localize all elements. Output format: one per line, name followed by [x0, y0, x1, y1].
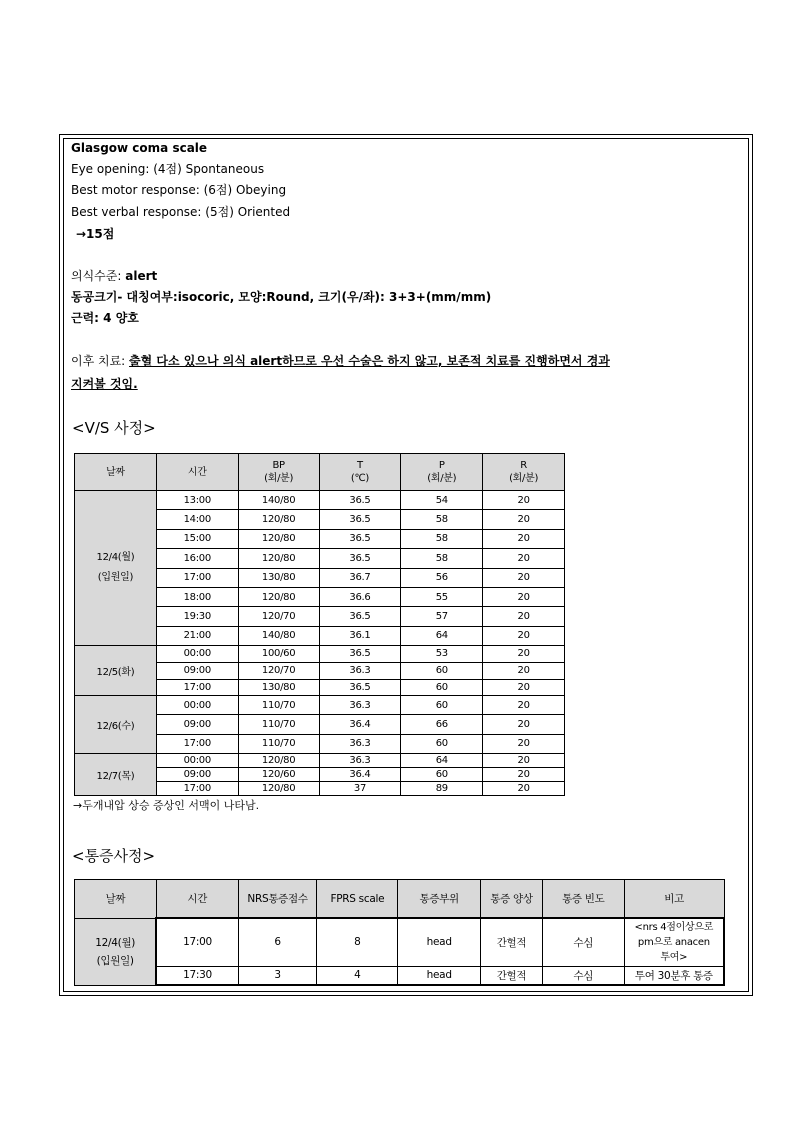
vs-time: 00:00: [156, 696, 238, 715]
vs-bp: 130/80: [238, 679, 319, 696]
vs-temp: 36.5: [319, 607, 401, 626]
vs-pulse: 58: [401, 529, 483, 548]
vs-bp: 110/70: [238, 715, 319, 734]
vs-temp: 36.4: [319, 715, 401, 734]
vs-resp: 20: [483, 768, 565, 782]
vs-resp: 20: [483, 782, 565, 796]
vs-pulse: 56: [401, 568, 483, 587]
vs-temp: 36.3: [319, 754, 401, 768]
vs-temp: 36.5: [319, 679, 401, 696]
vs-temp: 36.5: [319, 510, 401, 529]
pain-nrs: 3: [238, 966, 317, 985]
vs-resp: 20: [483, 529, 565, 548]
pain-fprs: 4: [317, 966, 398, 985]
vs-bp: 130/80: [238, 568, 319, 587]
vs-bp: 110/70: [238, 734, 319, 753]
vs-pulse: 60: [401, 696, 483, 715]
vs-temp: 36.5: [319, 646, 401, 663]
consciousness-value: alert: [125, 269, 158, 283]
pain-fprs: 8: [317, 918, 398, 966]
vs-time: 09:00: [156, 768, 238, 782]
vs-pulse: 55: [401, 587, 483, 606]
vs-time: 00:00: [156, 646, 238, 663]
gcs-title: Glasgow coma scale: [71, 141, 208, 155]
pain-header-date: 날짜: [75, 880, 157, 919]
pain-assessment-table: [74, 879, 725, 986]
vs-time: 17:00: [156, 568, 238, 587]
vs-resp: 20: [483, 754, 565, 768]
vs-pulse: 60: [401, 768, 483, 782]
vs-table-body: [75, 491, 565, 796]
table-row: [75, 491, 565, 510]
vs-date-cell: 12/7(목): [75, 754, 157, 796]
vs-bp: 120/80: [238, 510, 319, 529]
treatment-label: 이후 치료:: [71, 354, 130, 368]
pain-header-fprs: FPRS scale: [317, 880, 398, 919]
vs-time: 16:00: [156, 549, 238, 568]
vs-resp: 20: [483, 587, 565, 606]
vs-temp: 36.1: [319, 626, 401, 645]
gcs-eye-opening: Eye opening: (4점) Spontaneous: [71, 162, 265, 176]
vs-resp: 20: [483, 646, 565, 663]
pain-frequency: 수심: [542, 966, 624, 985]
pain-header-frequency: 통증 빈도: [542, 880, 624, 919]
pupil-assessment: 동공크기- 대칭여부:isocoric, 모양:Round, 크기(우/좌): 3+3+(mm/mm): [71, 290, 492, 304]
pain-heading: <통증사정>: [72, 847, 156, 865]
vs-temp: 36.4: [319, 768, 401, 782]
vs-header-bp: BP (회/분): [238, 454, 319, 491]
vs-temp: 36.3: [319, 662, 401, 679]
vs-resp: 20: [483, 568, 565, 587]
vs-bp: 120/80: [238, 782, 319, 796]
pain-header-pattern: 통증 양상: [481, 880, 543, 919]
vs-bp: 110/70: [238, 696, 319, 715]
vital-signs-table: [74, 453, 565, 796]
vs-time: 09:00: [156, 715, 238, 734]
pain-time: 17:00: [156, 918, 238, 966]
table-row: [75, 646, 565, 663]
vs-time: 00:00: [156, 754, 238, 768]
vs-resp: 20: [483, 491, 565, 510]
vs-time: 17:00: [156, 679, 238, 696]
pain-date-cell: 12/4(월) (입원일): [75, 918, 157, 985]
pain-note: <nrs 4점이상으로 pm으로 anacen 투여>: [624, 918, 724, 966]
pain-header-site: 통증부위: [398, 880, 481, 919]
vs-pulse: 54: [401, 491, 483, 510]
vs-bp: 140/80: [238, 491, 319, 510]
vs-resp: 20: [483, 715, 565, 734]
pain-site: head: [398, 966, 481, 985]
vs-date-cell: 12/6(수): [75, 696, 157, 754]
vs-date-cell: 12/4(월) (입원일): [75, 491, 157, 646]
vs-header-date: 날짜: [75, 454, 157, 491]
vs-bp: 120/80: [238, 549, 319, 568]
vs-bp: 120/80: [238, 754, 319, 768]
vs-resp: 20: [483, 626, 565, 645]
vs-time: 14:00: [156, 510, 238, 529]
vs-bp: 120/70: [238, 607, 319, 626]
vs-time: 21:00: [156, 626, 238, 645]
vs-header-pulse: P (회/분): [401, 454, 483, 491]
vs-pulse: 66: [401, 715, 483, 734]
vs-temp: 36.3: [319, 696, 401, 715]
vs-pulse: 58: [401, 510, 483, 529]
vs-bp: 140/80: [238, 626, 319, 645]
vs-bp: 120/80: [238, 587, 319, 606]
vs-resp: 20: [483, 734, 565, 753]
vs-temp: 36.5: [319, 529, 401, 548]
vs-time: 17:00: [156, 734, 238, 753]
pain-site: head: [398, 918, 481, 966]
vs-resp: 20: [483, 549, 565, 568]
vs-pulse: 60: [401, 662, 483, 679]
treatment-plan: 출혈 다소 있으나 의식 alert하므로 우선 수술은 하지 않고, 보존적 치료를 진행하면서 경과: [129, 354, 610, 368]
vs-time: 09:00: [156, 662, 238, 679]
vs-pulse: 60: [401, 679, 483, 696]
vs-pulse: 64: [401, 754, 483, 768]
vs-time: 17:00: [156, 782, 238, 796]
consciousness-level: [71, 268, 157, 284]
pain-pattern: 간헐적: [481, 918, 543, 966]
pain-note: 투여 30분후 통증: [624, 966, 724, 985]
vs-temp: 36.6: [319, 587, 401, 606]
vs-time: 13:00: [156, 491, 238, 510]
gcs-motor-response: Best motor response: (6점) Obeying: [71, 183, 287, 197]
vs-pulse: 64: [401, 626, 483, 645]
vs-bp: 120/70: [238, 662, 319, 679]
vs-note: →두개내압 상승 증상인 서맥이 나타남.: [73, 799, 260, 812]
vs-pulse: 57: [401, 607, 483, 626]
vs-temp: 36.3: [319, 734, 401, 753]
pain-time: 17:30: [156, 966, 238, 985]
vs-header-time: 시간: [156, 454, 238, 491]
vs-temp: 36.7: [319, 568, 401, 587]
vs-time: 19:30: [156, 607, 238, 626]
gcs-total: →15점: [76, 227, 115, 241]
vs-temp: 37: [319, 782, 401, 796]
vs-bp: 120/80: [238, 529, 319, 548]
vs-heading: <V/S 사정>: [72, 419, 156, 437]
vs-time: 15:00: [156, 529, 238, 548]
gcs-verbal-response: Best verbal response: (5점) Oriented: [71, 205, 291, 219]
table-row: [75, 696, 565, 715]
pain-header-note: 비고: [624, 880, 724, 919]
vs-resp: 20: [483, 662, 565, 679]
vs-resp: 20: [483, 607, 565, 626]
vs-time: 18:00: [156, 587, 238, 606]
pain-frequency: 수심: [542, 918, 624, 966]
vs-pulse: 53: [401, 646, 483, 663]
vs-header-resp: R (회/분): [483, 454, 565, 491]
pain-header-time: 시간: [156, 880, 238, 919]
pain-header-nrs: NRS통증점수: [238, 880, 317, 919]
vs-bp: 120/60: [238, 768, 319, 782]
table-row: [75, 966, 725, 985]
vs-pulse: 58: [401, 549, 483, 568]
table-row: [75, 754, 565, 768]
consciousness-label: 의식수준:: [71, 269, 126, 283]
pain-nrs: 6: [238, 918, 317, 966]
vs-resp: 20: [483, 679, 565, 696]
vs-temp: 36.5: [319, 491, 401, 510]
vs-resp: 20: [483, 696, 565, 715]
vs-date-cell: 12/5(화): [75, 646, 157, 696]
vs-resp: 20: [483, 510, 565, 529]
vs-temp: 36.5: [319, 549, 401, 568]
vs-pulse: 89: [401, 782, 483, 796]
muscle-strength: 근력: 4 양호: [71, 311, 139, 325]
vs-pulse: 60: [401, 734, 483, 753]
pain-pattern: 간헐적: [481, 966, 543, 985]
vs-header-temp: T (℃): [319, 454, 401, 491]
vs-bp: 100/60: [238, 646, 319, 663]
table-row: [75, 918, 725, 966]
treatment-line-2: 지켜볼 것임.: [71, 377, 138, 391]
treatment-line-1: [71, 353, 610, 369]
